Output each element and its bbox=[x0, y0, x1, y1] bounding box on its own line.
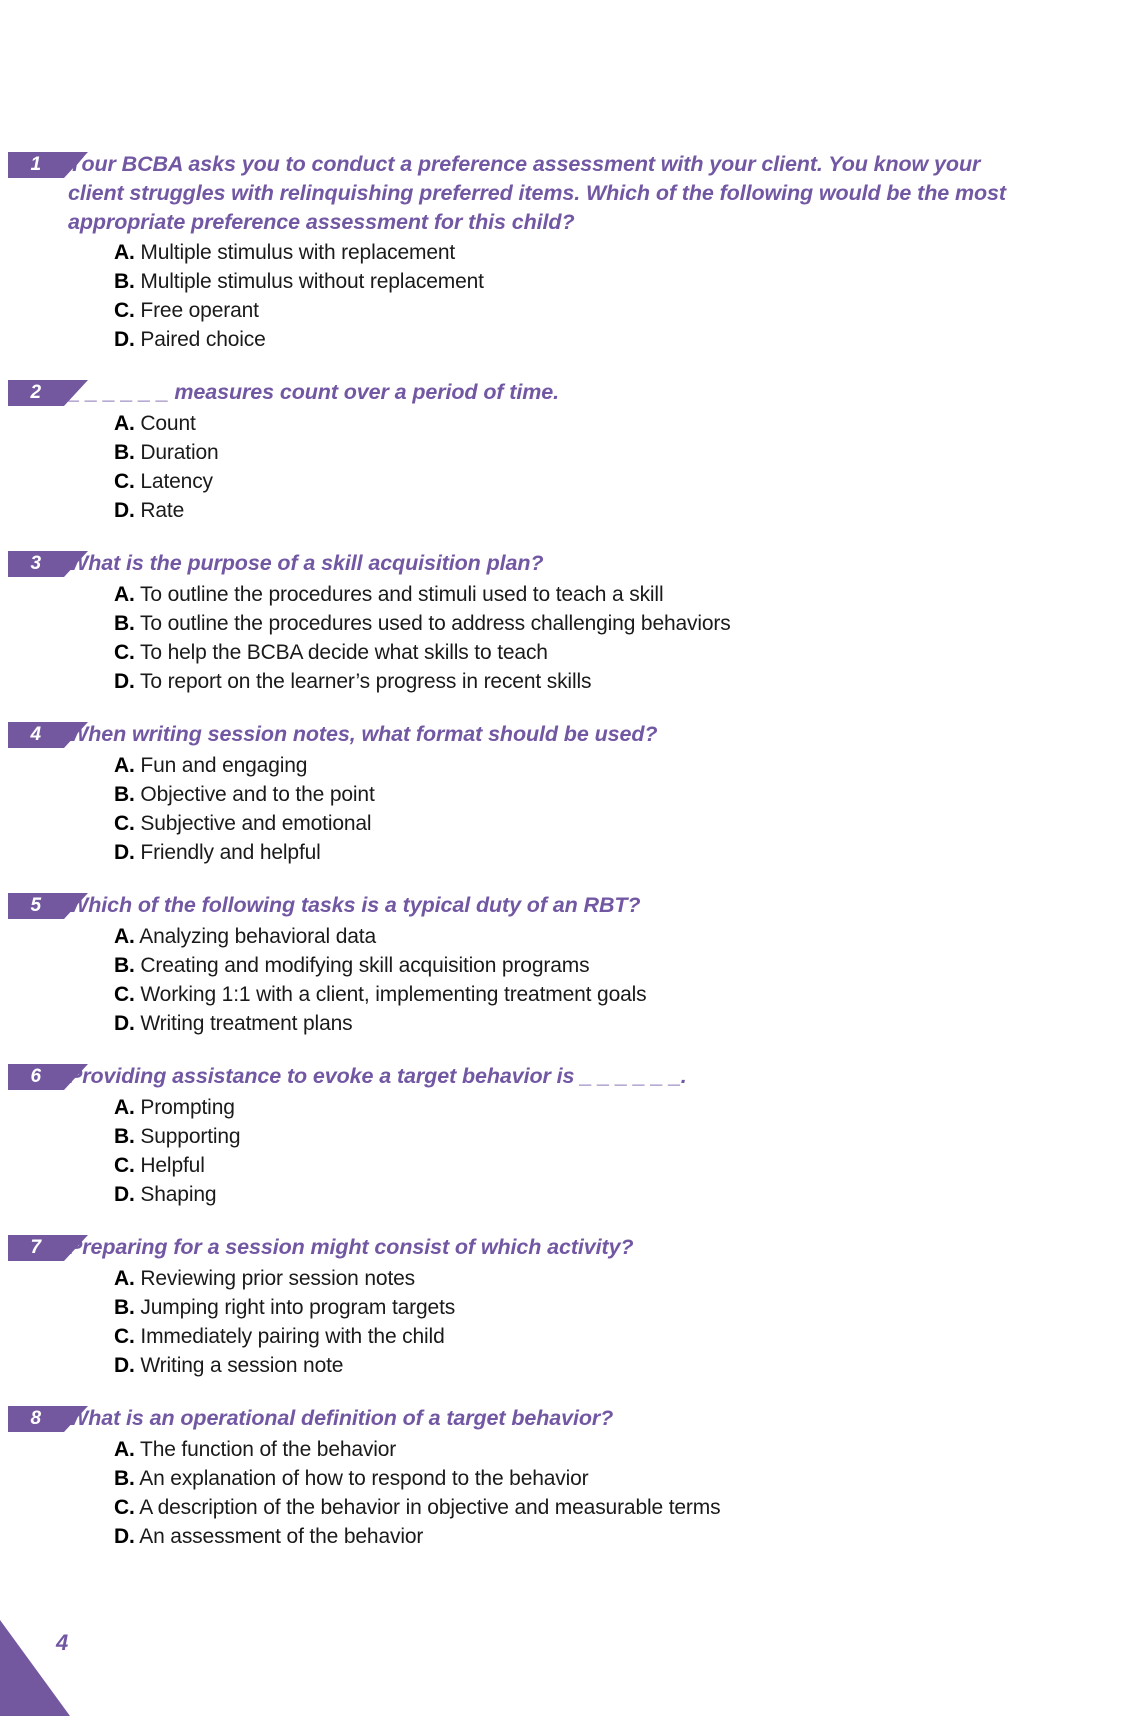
question-number-badge: 8 bbox=[8, 1406, 64, 1432]
answer-option-letter: B. bbox=[114, 1467, 135, 1490]
answer-option[interactable] bbox=[0, 1122, 1124, 1151]
question-number-badge: 5 bbox=[8, 893, 64, 919]
answer-option-list bbox=[0, 238, 1124, 354]
answer-option-text: Creating and modifying skill acquisition programs bbox=[140, 954, 590, 977]
answer-option-text: Writing a session note bbox=[140, 1354, 344, 1377]
answer-option-letter: B. bbox=[114, 612, 135, 635]
answer-option-letter: B. bbox=[114, 441, 135, 464]
answer-option-text: Rate bbox=[140, 499, 185, 522]
answer-option-text: Prompting bbox=[140, 1096, 235, 1119]
answer-option-letter: B. bbox=[114, 1296, 135, 1319]
answer-option[interactable] bbox=[0, 325, 1124, 354]
question-number-badge: 6 bbox=[8, 1064, 64, 1090]
answer-option-text: Subjective and emotional bbox=[140, 812, 372, 835]
answer-option-text: An assessment of the behavior bbox=[139, 1525, 424, 1548]
question-number-badge: 1 bbox=[8, 152, 64, 178]
answer-option-list bbox=[0, 580, 1124, 696]
question-prompt: Providing assistance to evoke a target behavior is _ _ _ _ _ _. bbox=[68, 1064, 687, 1088]
answer-option-letter: A. bbox=[114, 241, 135, 264]
answer-option[interactable] bbox=[0, 1264, 1124, 1293]
answer-option-text: To help the BCBA decide what skills to teach bbox=[140, 641, 548, 664]
answer-option-text: Supporting bbox=[140, 1125, 241, 1148]
question-prompt: Preparing for a session might consist of which activity? bbox=[68, 1235, 634, 1259]
answer-option-text: Free operant bbox=[140, 299, 259, 322]
answer-option-letter: C. bbox=[114, 1154, 135, 1177]
answer-option-letter: C. bbox=[114, 641, 135, 664]
question-header bbox=[0, 549, 1124, 579]
question-number-badge: 3 bbox=[8, 551, 64, 577]
answer-option[interactable] bbox=[0, 1151, 1124, 1180]
badge-arrow-icon bbox=[64, 551, 88, 577]
answer-option-letter: D. bbox=[114, 1525, 135, 1548]
answer-option-text: Count bbox=[140, 412, 196, 435]
question-block bbox=[0, 720, 1124, 867]
question-prompt: When writing session notes, what format should be used? bbox=[68, 722, 658, 746]
answer-option[interactable] bbox=[0, 609, 1124, 638]
badge-arrow-icon bbox=[64, 380, 88, 406]
question-block bbox=[0, 378, 1124, 525]
question-block bbox=[0, 150, 1124, 354]
answer-option-text: Analyzing behavioral data bbox=[139, 925, 376, 948]
answer-option[interactable] bbox=[0, 1009, 1124, 1038]
question-prompt: _ _ _ _ _ _ measures count over a period of time. bbox=[68, 380, 559, 404]
answer-option-letter: A. bbox=[114, 754, 135, 777]
badge-arrow-icon bbox=[64, 893, 88, 919]
answer-option-list bbox=[0, 922, 1124, 1038]
answer-option[interactable] bbox=[0, 838, 1124, 867]
answer-option-letter: A. bbox=[114, 583, 135, 606]
answer-option-letter: A. bbox=[114, 1267, 135, 1290]
question-block bbox=[0, 549, 1124, 696]
answer-option-letter: D. bbox=[114, 328, 135, 351]
answer-option[interactable] bbox=[0, 1464, 1124, 1493]
answer-option-letter: A. bbox=[114, 412, 135, 435]
answer-option-letter: B. bbox=[114, 270, 135, 293]
answer-option-text: Objective and to the point bbox=[140, 783, 375, 806]
answer-option-letter: C. bbox=[114, 1325, 135, 1348]
answer-option-text: Helpful bbox=[140, 1154, 205, 1177]
answer-option-letter: D. bbox=[114, 1183, 135, 1206]
answer-option-letter: C. bbox=[114, 1496, 135, 1519]
answer-option[interactable] bbox=[0, 1093, 1124, 1122]
answer-option[interactable] bbox=[0, 409, 1124, 438]
answer-option[interactable] bbox=[0, 1522, 1124, 1551]
answer-option-letter: D. bbox=[114, 499, 135, 522]
question-header bbox=[0, 150, 1124, 237]
question-number-badge: 4 bbox=[8, 722, 64, 748]
answer-option-letter: C. bbox=[114, 470, 135, 493]
answer-option-letter: A. bbox=[114, 1096, 135, 1119]
answer-option-text: Fun and engaging bbox=[140, 754, 308, 777]
answer-option-letter: B. bbox=[114, 783, 135, 806]
question-block bbox=[0, 1404, 1124, 1551]
answer-option-letter: C. bbox=[114, 299, 135, 322]
answer-option-text: Friendly and helpful bbox=[140, 841, 321, 864]
answer-option[interactable] bbox=[0, 809, 1124, 838]
answer-option-text: The function of the behavior bbox=[140, 1438, 397, 1461]
answer-option[interactable] bbox=[0, 667, 1124, 696]
answer-option[interactable] bbox=[0, 467, 1124, 496]
answer-option[interactable] bbox=[0, 267, 1124, 296]
answer-option-text: To outline the procedures used to address challenging behaviors bbox=[140, 612, 731, 635]
question-header bbox=[0, 891, 1124, 921]
question-header bbox=[0, 1404, 1124, 1434]
answer-option-letter: D. bbox=[114, 841, 135, 864]
answer-option-text: To report on the learner’s progress in recent skills bbox=[140, 670, 592, 693]
answer-option[interactable] bbox=[0, 1293, 1124, 1322]
answer-option[interactable] bbox=[0, 1322, 1124, 1351]
answer-option-letter: D. bbox=[114, 1354, 135, 1377]
page-number: 4 bbox=[56, 1630, 69, 1655]
question-list bbox=[0, 150, 1124, 1575]
answer-option-letter: C. bbox=[114, 812, 135, 835]
answer-option-letter: A. bbox=[114, 925, 135, 948]
answer-option-text: Multiple stimulus without replacement bbox=[140, 270, 484, 293]
answer-option-list bbox=[0, 1093, 1124, 1209]
answer-option-text: Paired choice bbox=[140, 328, 266, 351]
answer-option[interactable] bbox=[0, 580, 1124, 609]
answer-option-list bbox=[0, 751, 1124, 867]
answer-option[interactable] bbox=[0, 238, 1124, 267]
badge-arrow-icon bbox=[64, 152, 88, 178]
answer-option[interactable] bbox=[0, 1435, 1124, 1464]
answer-option[interactable] bbox=[0, 1180, 1124, 1209]
question-prompt: What is an operational definition of a target behavior? bbox=[68, 1406, 614, 1430]
answer-option-list bbox=[0, 1264, 1124, 1380]
answer-option-letter: B. bbox=[114, 1125, 135, 1148]
question-prompt: Your BCBA asks you to conduct a preference assessment with your client. You know your client struggles with relinquishing preferred items. Which of the following would be the most appropriate preference assessment for this child? bbox=[68, 152, 1006, 234]
answer-option-letter: D. bbox=[114, 1012, 135, 1035]
answer-option[interactable] bbox=[0, 296, 1124, 325]
answer-option-text: Duration bbox=[140, 441, 219, 464]
question-block bbox=[0, 891, 1124, 1038]
answer-option-list bbox=[0, 1435, 1124, 1551]
question-block bbox=[0, 1062, 1124, 1209]
answer-option-list bbox=[0, 409, 1124, 525]
badge-arrow-icon bbox=[64, 722, 88, 748]
question-number-badge: 2 bbox=[8, 380, 64, 406]
answer-option-text: To outline the procedures and stimuli used to teach a skill bbox=[140, 583, 664, 606]
question-header bbox=[0, 1233, 1124, 1263]
question-header bbox=[0, 1062, 1124, 1092]
answer-option-text: Reviewing prior session notes bbox=[140, 1267, 416, 1290]
answer-option[interactable] bbox=[0, 1351, 1124, 1380]
answer-option[interactable] bbox=[0, 922, 1124, 951]
question-prompt: What is the purpose of a skill acquisition plan? bbox=[68, 551, 544, 575]
answer-option-text: Writing treatment plans bbox=[140, 1012, 353, 1035]
answer-option-text: An explanation of how to respond to the behavior bbox=[139, 1467, 589, 1490]
answer-option-text: Immediately pairing with the child bbox=[140, 1325, 445, 1348]
answer-option[interactable] bbox=[0, 980, 1124, 1009]
answer-option-text: Working 1:1 with a client, implementing treatment goals bbox=[140, 983, 647, 1006]
answer-option-text: Multiple stimulus with replacement bbox=[140, 241, 456, 264]
answer-option-text: A description of the behavior in objective and measurable terms bbox=[139, 1496, 721, 1519]
answer-option-text: Latency bbox=[140, 470, 213, 493]
answer-option[interactable] bbox=[0, 951, 1124, 980]
answer-option-letter: B. bbox=[114, 954, 135, 977]
answer-option-text: Shaping bbox=[140, 1183, 217, 1206]
question-block bbox=[0, 1233, 1124, 1380]
question-header bbox=[0, 378, 1124, 408]
answer-option-letter: A. bbox=[114, 1438, 135, 1461]
answer-option-text: Jumping right into program targets bbox=[140, 1296, 456, 1319]
answer-option[interactable] bbox=[0, 751, 1124, 780]
answer-option[interactable] bbox=[0, 638, 1124, 667]
question-number-badge: 7 bbox=[8, 1235, 64, 1261]
badge-arrow-icon bbox=[64, 1406, 88, 1432]
badge-arrow-icon bbox=[64, 1064, 88, 1090]
answer-option[interactable] bbox=[0, 780, 1124, 809]
answer-option[interactable] bbox=[0, 496, 1124, 525]
answer-option[interactable] bbox=[0, 1493, 1124, 1522]
badge-arrow-icon bbox=[64, 1235, 88, 1261]
question-prompt: Which of the following tasks is a typical duty of an RBT? bbox=[68, 893, 641, 917]
question-header bbox=[0, 720, 1124, 750]
answer-option-letter: C. bbox=[114, 983, 135, 1006]
answer-option-letter: D. bbox=[114, 670, 135, 693]
answer-option[interactable] bbox=[0, 438, 1124, 467]
